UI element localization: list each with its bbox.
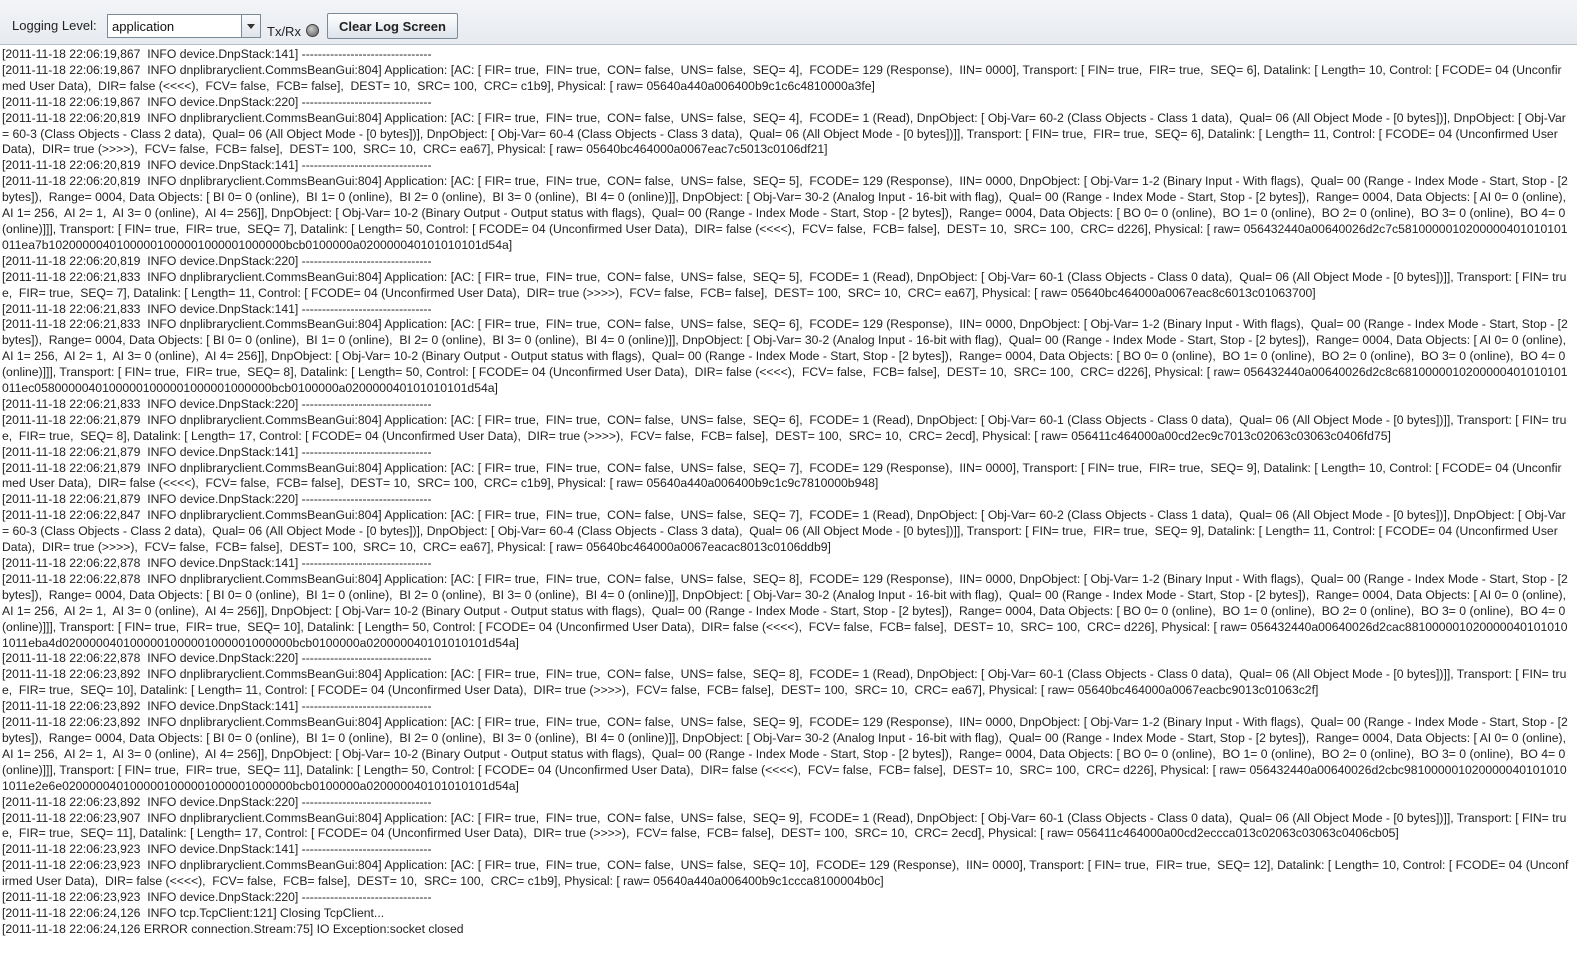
chevron-down-icon[interactable] — [241, 15, 260, 37]
logging-level-label: Logging Level: — [12, 18, 97, 33]
txrx-label: Tx/Rx — [267, 24, 301, 39]
logging-level-value: application — [112, 19, 175, 34]
toolbar — [0, 0, 1577, 45]
log-content: [2011-11-18 22:06:19,867 INFO device.DnpStack:141] -------------------------------- [2011-11-18 22:06:19,867 INFO dnplibraryclient.CommsBeanGui:804] Application: [AC: [ FIR= true, FIN= true, CON= false, UNS= false, SEQ= 4], FCODE= 129 (Response), IIN= 0000], Transport: [ FIN= true, FIR= true, SEQ= 6], Datalink: [ Length= 10, Control: [ FCODE= 04 (Unconfirmed User Data), DIR= false (<<<<), FCV= false, FCB= false], DEST= 10, SRC= 100, CRC= c1b9], Physical: [ raw= 05640a440a006400b9c1c6c4810000a3fe] [2011-11-18 22:06:19,867 INFO device.DnpStack:220] -------------------------------- [2011-11-18 22:06:20,819 INFO dnplibraryclient.CommsBeanGui:804] Application: [AC: [ FIR= true, FIN= true, CON= false, UNS= false, SEQ= 4], FCODE= 1 (Read), DnpObject: [ Obj-Var= 60-2 (Class Objects - Class 1 data), Qual= 06 (All Object Mode - [0 bytes])], DnpObject: [ Obj-Var= 60-3 (Class Objects - Class 2 data), Qual= 06 (All Object Mode - [0 bytes])], DnpObject: [ Obj-Var= 60-4 (Class Objects - Class 3 data), Qual= 06 (All Object Mode - [0 bytes])]], Transport: [ FIN= true, FIR= true, SEQ= 6], Datalink: [ Length= 11, Control: [ FCODE= 04 (Unconfirmed User Data), DIR= true (>>>>), FCV= false, FCB= false], DEST= 100, SRC= 10, CRC= ea67], Physical: [ raw= 05640bc464000a0067eac7c5013c0106df21] [2011-11-18 22:06:20,819 INFO device.DnpStack:141] -------------------------------- [2011-11-18 22:06:20,819 INFO dnplibraryclient.CommsBeanGui:804] Application: [AC: [ FIR= true, FIN= true, CON= false, UNS= false, SEQ= 5], FCODE= 129 (Response), IIN= 0000, DnpObject: [ Obj-Var= 1-2 (Binary Input - With flags), Qual= 00 (Range - Index Mode - Start, Stop - [2 bytes]), Range= 0004, Data Objects: [ BI 0= 0 (online), BI 1= 0 (online), BI 2= 0 (online), BI 3= 0 (online), BI 4= 0 (online)]], DnpObject: [ Obj-Var= 30-2 (Analog Input - 16-bit with flag), Qual= 00 (Range - Index Mode - Start, Stop - [2 bytes]), Range= 0004, Data Objects: [ AI 0= 0 (online), AI 1= 256, AI 2= 1, AI 3= 0 (online), AI 4= 256]], DnpObject: [ Obj-Var= 10-2 (Binary Output - Output status with flags), Qual= 00 (Range - Index Mode - Start, Stop - [2 bytes]), Range= 0004, Data Objects: [ BO 0= 0 (online), BO 1= 0 (online), BO 2= 0 (online), BO 3= 0 (online), BO 4= 0 (online)]]], Transport: [ FIN= true, FIR= true, SEQ= 7], Datalink: [ Length= 50, Control: [ FCODE= 04 (Unconfirmed User Data), DIR= false (<<<<), FCV= false, FCB= false], DEST= 10, SRC= 100, CRC= d226], Physical: [ raw= 056432440a00640026d2c7c5810000010200000401010101011ea7b10200000401000001000001000001000000bcb0100000a020000040101010101d54a] [2011-11-18 22:06:20,819 INFO device.DnpStack:220] -------------------------------- [2011-11-18 22:06:21,833 INFO dnplibraryclient.CommsBeanGui:804] Application: [AC: [ FIR= true, FIN= true, CON= false, UNS= false, SEQ= 5], FCODE= 1 (Read), DnpObject: [ Obj-Var= 60-1 (Class Objects - Class 0 data), Qual= 06 (All Object Mode - [0 bytes])]], Transport: [ FIN= true, FIR= true, SEQ= 7], Datalink: [ Length= 11, Control: [ FCODE= 04 (Unconfirmed User Data), DIR= true (>>>>), FCV= false, FCB= false], DEST= 100, SRC= 10, CRC= ea67], Physical: [ raw= 05640bc464000a0067eac8c6013c01063700] [2011-11-18 22:06:21,833 INFO device.DnpStack:141] -------------------------------- [2011-11-18 22:06:21,833 INFO dnplibraryclient.CommsBeanGui:804] Application: [AC: [ FIR= true, FIN= true, CON= false, UNS= false, SEQ= 6], FCODE= 129 (Response), IIN= 0000, DnpObject: [ Obj-Var= 1-2 (Binary Input - With flags), Qual= 00 (Range - Index Mode - Start, Stop - [2 bytes]), Range= 0004, Data Objects: [ BI 0= 0 (online), BI 1= 0 (online), BI 2= 0 (online), BI 3= 0 (online), BI 4= 0 (online)]], DnpObject: [ Obj-Var= 30-2 (Analog Input - 16-bit with flag), Qual= 00 (Range - Index Mode - Start, Stop - [2 bytes]), Range= 0004, Data Objects: [ AI 0= 0 (online), AI 1= 256, AI 2= 1, AI 3= 0 (online), AI 4= 256]], DnpObject: [ Obj-Var= 10-2 (Binary Output - Output status with flags), Qual= 00 (Range - Index Mode - Start, Stop - [2 bytes]), Range= 0004, Data Objects: [ BO 0= 0 (online), BO 1= 0 (online), BO 2= 0 (online), BO 3= 0 (online), BO 4= 0 (online)]]], Transport: [ FIN= true, FIR= true, SEQ= 8], Datalink: [ Length= 50, Control: [ FCODE= 04 (Unconfirmed User Data), DIR= false (<<<<), FCV= false, FCB= false], DEST= 10, SRC= 100, CRC= d226], Physical: [ raw= 056432440a00640026d2c8c6810000010200000401010101011ec05800000401000001000001000001000000bcb0100000a020000040101010101d54a] [2011-11-18 22:06:21,833 INFO device.DnpStack:220] -------------------------------- [2011-11-18 22:06:21,879 INFO dnplibraryclient.CommsBeanGui:804] Application: [AC: [ FIR= true, FIN= true, CON= false, UNS= false, SEQ= 6], FCODE= 1 (Read), DnpObject: [ Obj-Var= 60-1 (Class Objects - Class 0 data), Qual= 06 (All Object Mode - [0 bytes])]], Transport: [ FIN= true, FIR= true, SEQ= 8], Datalink: [ Length= 17, Control: [ FCODE= 04 (Unconfirmed User Data), DIR= true (>>>>), FCV= false, FCB= false], DEST= 100, SRC= 10, CRC= 2ecd], Physical: [ raw= 056411c464000a00cd2ec9c7013c02063c03063c0406fd75] [2011-11-18 22:06:21,879 INFO device.DnpStack:141] -------------------------------- [2011-11-18 22:06:21,879 INFO dnplibraryclient.CommsBeanGui:804] Application: [AC: [ FIR= true, FIN= true, CON= false, UNS= false, SEQ= 7], FCODE= 129 (Response), IIN= 0000], Transport: [ FIN= true, FIR= true, SEQ= 9], Datalink: [ Length= 10, Control: [ FCODE= 04 (Unconfirmed User Data), DIR= false (<<<<), FCV= false, FCB= false], DEST= 10, SRC= 100, CRC= c1b9], Physical: [ raw= 05640a440a006400b9c1c9c7810000b948] [2011-11-18 22:06:21,879 INFO device.DnpStack:220] -------------------------------- [2011-11-18 22:06:22,847 INFO dnplibraryclient.CommsBeanGui:804] Application: [AC: [ FIR= true, FIN= true, CON= false, UNS= false, SEQ= 7], FCODE= 1 (Read), DnpObject: [ Obj-Var= 60-2 (Class Objects - Class 1 data), Qual= 06 (All Object Mode - [0 bytes])], DnpObject: [ Obj-Var= 60-3 (Class Objects - Class 2 data), Qual= 06 (All Object Mode - [0 bytes])], DnpObject: [ Obj-Var= 60-4 (Class Objects - Class 3 data), Qual= 06 (All Object Mode - [0 bytes])]], Transport: [ FIN= true, FIR= true, SEQ= 9], Datalink: [ Length= 11, Control: [ FCODE= 04 (Unconfirmed User Data), DIR= true (>>>>), FCV= false, FCB= false], DEST= 100, SRC= 10, CRC= ea67], Physical: [ raw= 05640bc464000a0067eacac8013c0106ddb9] [2011-11-18 22:06:22,878 INFO device.DnpStack:141] -------------------------------- [2011-11-18 22:06:22,878 INFO dnplibraryclient.CommsBeanGui:804] Application: [AC: [ FIR= true, FIN= true, CON= false, UNS= false, SEQ= 8], FCODE= 129 (Response), IIN= 0000, DnpObject: [ Obj-Var= 1-2 (Binary Input - With flags), Qual= 00 (Range - Index Mode - Start, Stop - [2 bytes]), Range= 0004, Data Objects: [ BI 0= 0 (online), BI 1= 0 (online), BI 2= 0 (online), BI 3= 0 (online), BI 4= 0 (online)]], DnpObject: [ Obj-Var= 30-2 (Analog Input - 16-bit with flag), Qual= 00 (Range - Index Mode - Start, Stop - [2 bytes]), Range= 0004, Data Objects: [ AI 0= 0 (online), AI 1= 256, AI 2= 1, AI 3= 0 (online), AI 4= 256]], DnpObject: [ Obj-Var= 10-2 (Binary Output - Output status with flags), Qual= 00 (Range - Index Mode - Start, Stop - [2 bytes]), Range= 0004, Data Objects: [ BO 0= 0 (online), BO 1= 0 (online), BO 2= 0 (online), BO 3= 0 (online), BO 4= 0 (online)]]], Transport: [ FIN= true, FIR= true, SEQ= 10], Datalink: [ Length= 50, Control: [ FCODE= 04 (Unconfirmed User Data), DIR= false (<<<<), FCV= false, FCB= false], DEST= 10, SRC= 100, CRC= d226], Physical: [ raw= 056432440a00640026d2cac8810000010200000401010101011eba4d0200000401000001000001000001000000bcb0100000a020000040101010101d54a] [2011-11-18 22:06:22,878 INFO device.DnpStack:220] -------------------------------- [2011-11-18 22:06:23,892 INFO dnplibraryclient.CommsBeanGui:804] Application: [AC: [ FIR= true, FIN= true, CON= false, UNS= false, SEQ= 8], FCODE= 1 (Read), DnpObject: [ Obj-Var= 60-1 (Class Objects - Class 0 data), Qual= 06 (All Object Mode - [0 bytes])]], Transport: [ FIN= true, FIR= true, SEQ= 10], Datalink: [ Length= 11, Control: [ FCODE= 04 (Unconfirmed User Data), DIR= true (>>>>), FCV= false, FCB= false], DEST= 100, SRC= 10, CRC= ea67], Physical: [ raw= 05640bc464000a0067eacbc9013c01063c2f] [2011-11-18 22:06:23,892 INFO device.DnpStack:141] -------------------------------- [2011-11-18 22:06:23,892 INFO dnplibraryclient.CommsBeanGui:804] Application: [AC: [ FIR= true, FIN= true, CON= false, UNS= false, SEQ= 9], FCODE= 129 (Response), IIN= 0000, DnpObject: [ Obj-Var= 1-2 (Binary Input - With flags), Qual= 00 (Range - Index Mode - Start, Stop - [2 bytes]), Range= 0004, Data Objects: [ BI 0= 0 (online), BI 1= 0 (online), BI 2= 0 (online), BI 3= 0 (online), BI 4= 0 (online)]], DnpObject: [ Obj-Var= 30-2 (Analog Input - 16-bit with flag), Qual= 00 (Range - Index Mode - Start, Stop - [2 bytes]), Range= 0004, Data Objects: [ AI 0= 0 (online), AI 1= 256, AI 2= 1, AI 3= 0 (online), AI 4= 256]], DnpObject: [ Obj-Var= 10-2 (Binary Output - Output status with flags), Qual= 00 (Range - Index Mode - Start, Stop - [2 bytes]), Range= 0004, Data Objects: [ BO 0= 0 (online), BO 1= 0 (online), BO 2= 0 (online), BO 3= 0 (online), BO 4= 0 (online)]]], Transport: [ FIN= true, FIR= true, SEQ= 11], Datalink: [ Length= 50, Control: [ FCODE= 04 (Unconfirmed User Data), DIR= false (<<<<), FCV= false, FCB= false], DEST= 10, SRC= 100, CRC= d226], Physical: [ raw= 056432440a00640026d2cbc9810000010200000401010101011e2e6e0200000401000001000001000001000000bcb0100000a020000040101010101d54a] [2011-11-18 22:06:23,892 INFO device.DnpStack:220] -------------------------------- [2011-11-18 22:06:23,907 INFO dnplibraryclient.CommsBeanGui:804] Application: [AC: [ FIR= true, FIN= true, CON= false, UNS= false, SEQ= 9], FCODE= 1 (Read), DnpObject: [ Obj-Var= 60-1 (Class Objects - Class 0 data), Qual= 06 (All Object Mode - [0 bytes])]], Transport: [ FIN= true, FIR= true, SEQ= 11], Datalink: [ Length= 17, Control: [ FCODE= 04 (Unconfirmed User Data), DIR= true (>>>>), FCV= false, FCB= false], DEST= 100, SRC= 10, CRC= 2ecd], Physical: [ raw= 056411c464000a00cd2eccca013c02063c03063c0406cb05] [2011-11-18 22:06:23,923 INFO device.DnpStack:141] -------------------------------- [2011-11-18 22:06:23,923 INFO dnplibraryclient.CommsBeanGui:804] Application: [AC: [ FIR= true, FIN= true, CON= false, UNS= false, SEQ= 10], FCODE= 129 (Response), IIN= 0000], Transport: [ FIN= true, FIR= true, SEQ= 12], Datalink: [ Length= 10, Control: [ FCODE= 04 (Unconfirmed User Data), DIR= false (<<<<), FCV= false, FCB= false], DEST= 10, SRC= 100, CRC= c1b9], Physical: [ raw= 05640a440a006400b9c1ccca8100004b0c] [2011-11-18 22:06:23,923 INFO device.DnpStack:220] -------------------------------- [2011-11-18 22:06:24,126 INFO tcp.TcpClient:121] Closing TcpClient... [2011-11-18 22:06:24,126 ERROR connection.Stream:75] IO Exception:socket closed — [2, 47, 1569, 936]
txrx-indicator-icon — [306, 24, 319, 37]
clear-log-screen-button[interactable]: Clear Log Screen — [327, 13, 458, 39]
log-text-area[interactable] — [0, 46, 1577, 957]
logging-level-dropdown[interactable] — [107, 14, 261, 38]
